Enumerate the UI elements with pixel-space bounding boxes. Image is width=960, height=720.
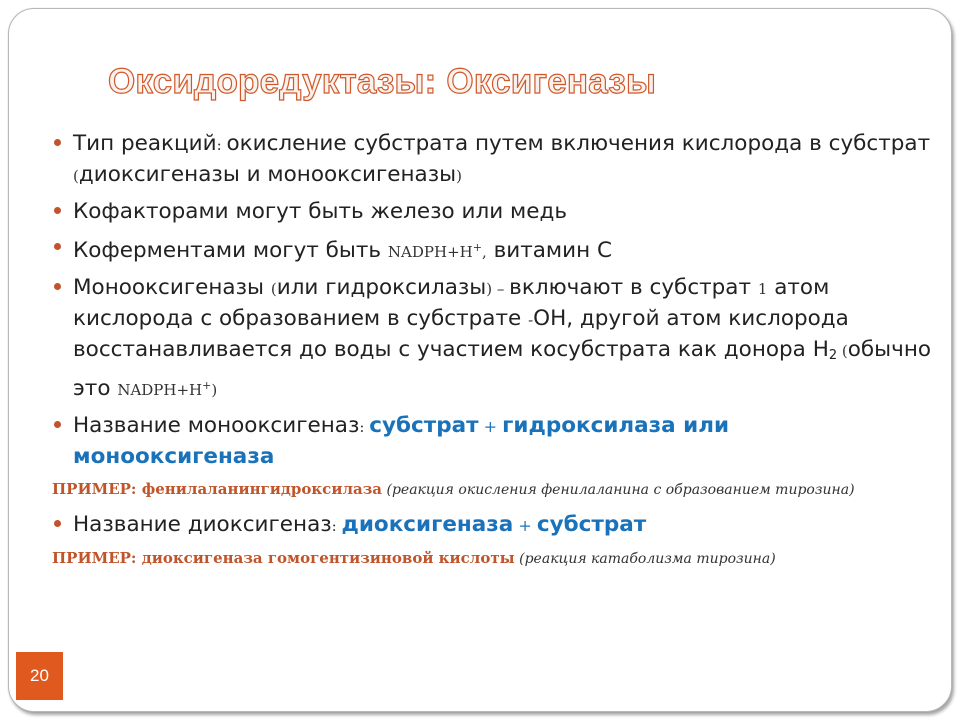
highlight-text: субстрат: [369, 413, 479, 438]
bullet-text: (: [837, 342, 848, 360]
bullet-cofactors: [52, 197, 932, 227]
bullet-text: Кофакторами могут быть железо или медь: [73, 199, 567, 224]
bullet-text: -: [528, 311, 534, 329]
bullet-text: Коферментами могут быть: [73, 238, 388, 263]
bullet-text: :: [216, 136, 227, 154]
bullet-text: ): [211, 381, 218, 399]
bullet-text: NADPH+H: [117, 381, 203, 399]
bullet-text: (: [270, 280, 277, 298]
bullet-text: +: [472, 241, 482, 254]
slide-number-badge: 20: [16, 652, 63, 700]
example-note: (реакция катаболизма тирозина): [514, 551, 776, 567]
bullet-text: ) –: [486, 280, 510, 298]
example-phenylalanine-hydroxylase: [52, 478, 932, 502]
highlight-text: диоксигеназа: [341, 512, 514, 537]
example-label: ПРИМЕР: диоксигеназа гомогентизиновой кислоты: [52, 549, 515, 567]
bullet-marker: [54, 283, 61, 290]
bullet-text: 1: [757, 280, 768, 298]
bullet-marker: [54, 139, 61, 146]
bullet-coenzymes: [52, 233, 932, 267]
bullet-text: 2: [828, 348, 838, 363]
bullet-text: Название монооксигеназ: [73, 413, 360, 438]
example-note: (реакция окисления фенилаланина с образованием тирозина): [382, 482, 855, 498]
slide-title: Оксидоредуктазы: Оксигеназы: [108, 62, 657, 101]
bullet-text: Тип реакций: [73, 131, 217, 156]
bullet-text: ): [456, 167, 462, 185]
highlight-text: гидроксилаза или монооксигеназа: [73, 413, 730, 469]
bullet-text: +: [202, 379, 212, 392]
bullet-monooxygenase-naming: [52, 411, 932, 472]
bullet-text: обычно это: [73, 337, 932, 401]
bullet-text: NADPH+H: [387, 243, 473, 261]
bullet-monooxygenases: [52, 273, 932, 405]
bullet-text: включают в субстрат: [509, 275, 758, 300]
bullet-dioxygenase-naming: [52, 510, 932, 541]
bullet-text: (: [73, 167, 79, 185]
bullet-text: окисление субстрата путем включения кислорода в субстрат: [226, 131, 931, 156]
bullet-marker: [54, 207, 61, 214]
bullet-text: Название диоксигеназ: [73, 512, 332, 537]
bullet-text: диоксигеназы и монооксигеназы: [78, 162, 457, 187]
bullet-reaction-type: [52, 129, 932, 191]
highlight-text: субстрат: [536, 512, 647, 537]
bullet-text: :: [331, 517, 342, 535]
highlight-text: +: [478, 417, 503, 436]
bullet-marker: [54, 421, 61, 428]
bullet-text: :: [359, 418, 370, 436]
bullet-text: Монооксигеназы: [73, 275, 271, 300]
bullet-marker: [54, 520, 61, 527]
slide-content: [52, 129, 932, 579]
example-homogentisate-dioxygenase: [52, 547, 932, 571]
bullet-text: или гидроксилазы: [276, 275, 487, 300]
bullet-text: атом кислорода с образованием в субстрате: [73, 275, 830, 331]
highlight-text: +: [513, 516, 537, 535]
bullet-text: витамин С: [486, 238, 613, 263]
bullet-marker: [54, 243, 61, 250]
bullet-text: ,: [481, 243, 487, 261]
example-label: ПРИМЕР: фенилаланингидроксилаза: [52, 480, 383, 498]
bullet-text: ОН, другой атом кислорода восстанавливается до воды с участием косубстрата как донора Н: [73, 306, 849, 362]
